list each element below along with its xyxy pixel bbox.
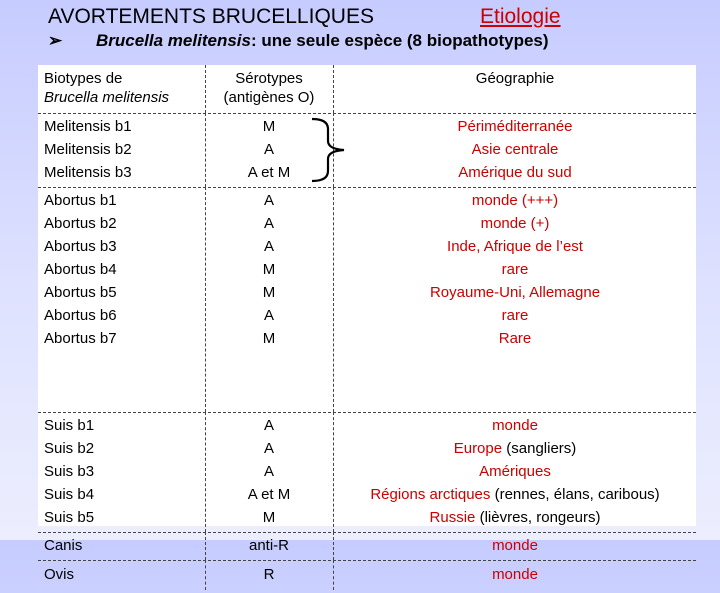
geography-region: Périméditerranée (457, 118, 573, 135)
serotype-value: anti-R (248, 537, 289, 554)
serotype-value: A (263, 238, 274, 255)
biotype-table (38, 65, 696, 583)
serotype-value: A (263, 417, 274, 434)
etiologie-link[interactable]: Etiologie (480, 5, 561, 28)
biotype-name: Suis b3 (44, 463, 95, 480)
geography-region: Royaume-Uni, Allemagne (429, 284, 601, 301)
geography-entry (334, 327, 696, 350)
biotype-name: Abortus b7 (44, 330, 117, 347)
slide-title: AVORTEMENTS BRUCELLIQUES (48, 5, 374, 28)
biotype-cell (44, 187, 204, 414)
geography-entry (334, 235, 696, 258)
serotype-value: M (262, 330, 276, 347)
biotype-name: Suis b2 (44, 440, 95, 457)
biotype-name: Abortus b6 (44, 307, 117, 324)
serotype-cell (206, 412, 332, 534)
geography-region: Amérique du sud (458, 164, 572, 181)
biotype-name: Suis b1 (44, 417, 95, 434)
table-header-row (38, 65, 696, 114)
serotype-value: A (263, 440, 274, 457)
geography-note: (lièvres, rongeurs) (475, 509, 601, 526)
grouping-brace-icon (310, 115, 366, 183)
biotype-name: Suis b5 (44, 509, 95, 526)
geography-region: Amériques (479, 463, 551, 480)
geography-region: Russie (429, 509, 476, 526)
serotype-value: M (262, 284, 276, 301)
geography-region: Europe (453, 440, 503, 457)
geography-region: rare (501, 261, 529, 278)
geography-cell (334, 113, 696, 189)
geography-region: monde (492, 537, 538, 554)
header-serotypes (206, 65, 332, 117)
geography-entry (334, 138, 696, 161)
serotype-value: R (263, 566, 275, 583)
geography-region: rare (501, 307, 529, 324)
table-row (38, 560, 696, 590)
header-biotypes (44, 65, 204, 117)
header-biotypes-line1: Biotypes de (44, 70, 123, 87)
header-geo (334, 65, 696, 117)
table-row (38, 412, 696, 533)
biotype-name: Abortus b1 (44, 192, 117, 209)
serotype-value: A (263, 307, 274, 324)
serotype-value: M (262, 509, 276, 526)
serotype-value: A et M (247, 486, 291, 503)
biotype-cell (44, 532, 204, 562)
geography-entry (334, 212, 696, 235)
serotype-value: A (263, 215, 274, 232)
geography-region: monde (492, 417, 538, 434)
geography-region: monde (492, 566, 538, 583)
subtitle-text (96, 31, 549, 51)
biotype-name: Abortus b4 (44, 261, 117, 278)
geography-region: monde (+++) (471, 192, 559, 209)
geography-entry (334, 115, 696, 138)
subtitle-rest: : une seule espèce (8 biopathotypes) (250, 31, 549, 50)
biotype-name: Melitensis b2 (44, 141, 132, 158)
table-row (38, 187, 696, 413)
subtitle-species: Brucella melitensis (96, 31, 251, 50)
geography-entry (334, 281, 696, 304)
arrow-bullet-icon: ➢ (48, 31, 63, 50)
serotype-value: A (263, 463, 274, 480)
biotype-name: Abortus b5 (44, 284, 117, 301)
geography-entry (334, 563, 696, 586)
geography-note: (rennes, élans, caribous) (490, 486, 660, 503)
header-biotypes-line2: Brucella melitensis (44, 89, 170, 106)
serotype-cell (206, 187, 332, 414)
geography-region: Rare (498, 330, 532, 347)
header-serotypes-line2: (antigènes O) (223, 89, 315, 106)
geography-cell (334, 187, 696, 414)
biotype-cell (44, 560, 204, 593)
biotype-cell (44, 113, 204, 189)
table-row (38, 113, 696, 188)
geography-cell (334, 412, 696, 534)
biotype-name: Abortus b2 (44, 215, 117, 232)
biotype-name: Melitensis b1 (44, 118, 132, 135)
geography-entry (334, 460, 696, 483)
geography-region: Inde, Afrique de l’est (447, 238, 583, 255)
biotype-name: Suis b4 (44, 486, 95, 503)
biotype-name: Ovis (44, 566, 74, 583)
geography-entry (334, 437, 696, 460)
serotype-value: M (262, 261, 276, 278)
table-row (38, 532, 696, 561)
serotype-value: A (263, 141, 274, 158)
biotype-name: Abortus b3 (44, 238, 117, 255)
biotype-name: Melitensis b3 (44, 164, 132, 181)
serotype-cell (206, 560, 332, 593)
geography-entry (334, 506, 696, 529)
geography-cell (334, 560, 696, 593)
geography-entry (334, 189, 696, 212)
geography-region: Régions arctiques (370, 486, 491, 503)
geography-entry (334, 414, 696, 437)
biotype-cell (44, 412, 204, 534)
geography-note: (sangliers) (502, 440, 577, 457)
geography-entry (334, 304, 696, 327)
geography-entry (334, 161, 696, 184)
serotype-value: M (262, 118, 276, 135)
serotype-cell (206, 532, 332, 562)
geography-entry (334, 258, 696, 281)
geography-region: Asie centrale (471, 141, 559, 158)
biotype-name: Canis (44, 537, 83, 554)
title-row (48, 5, 708, 31)
serotype-value: A (263, 192, 274, 209)
header-geo-label: Géographie (475, 70, 555, 87)
geography-entry (334, 483, 696, 506)
geography-region: monde (+) (480, 215, 550, 232)
serotype-value: A et M (247, 164, 291, 181)
header-serotypes-line1: Sérotypes (235, 70, 303, 87)
geography-cell (334, 532, 696, 562)
geography-entry (334, 534, 696, 557)
